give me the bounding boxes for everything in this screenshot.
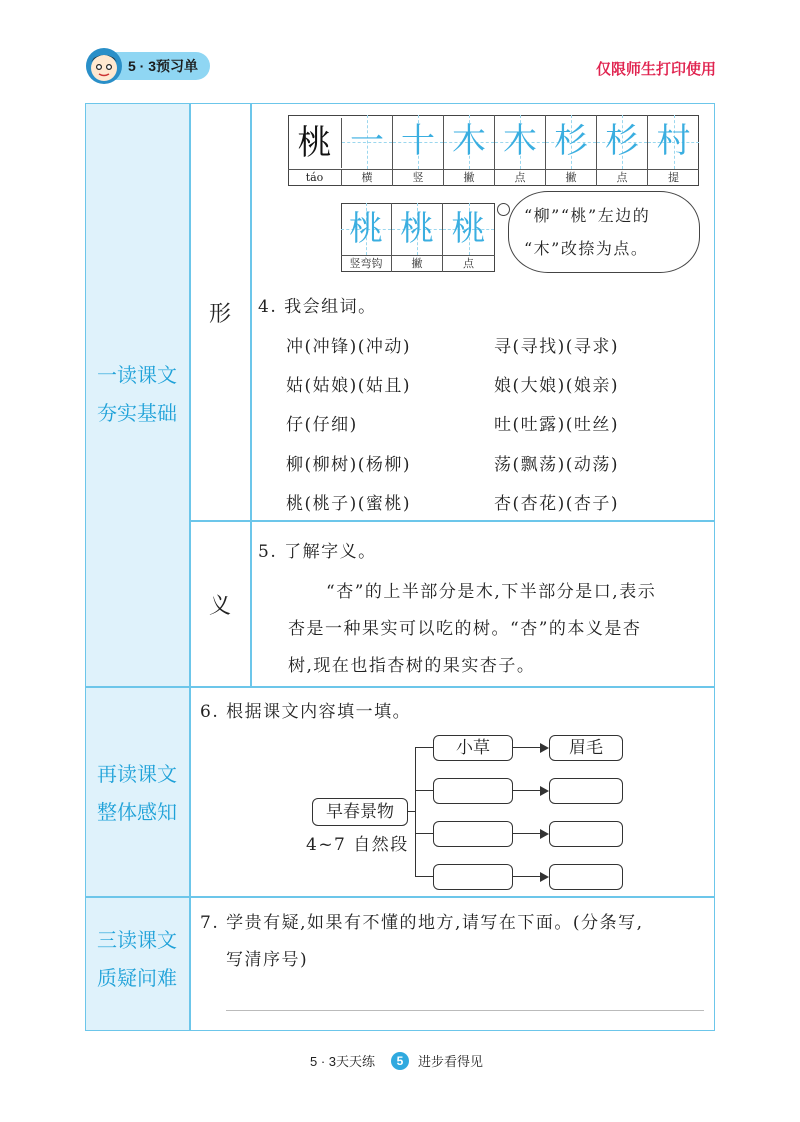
q4-word-left: 姑(姑娘)(姑且): [286, 376, 412, 396]
tip-line-2: “木”改捺为点。: [524, 239, 649, 258]
stroke-step: 桃: [400, 209, 434, 249]
mindmap-blank-left[interactable]: [433, 864, 513, 890]
stroke-name: 撇: [546, 170, 597, 186]
stroke-step: 木: [452, 121, 486, 161]
mindmap-blank-left[interactable]: [433, 821, 513, 847]
stroke-step: 桃: [349, 209, 383, 249]
bubble-dot: [497, 203, 510, 216]
section-2-title: 再读课文: [97, 764, 177, 786]
q4-word-right: 吐(吐露)(吐丝): [494, 415, 620, 435]
stroke-name: 点: [463, 257, 474, 270]
mindmap-root: 早春景物: [312, 798, 408, 826]
q4-word-right: 杏(杏花)(杏子): [494, 494, 620, 514]
section-1-title: 一读课文: [97, 365, 177, 387]
stroke-name: 竖弯钩: [341, 256, 392, 272]
q4-word-right: 寻(寻找)(寻求): [494, 337, 620, 357]
q4-word-left: 柳(柳树)(杨柳): [286, 455, 412, 475]
mindmap-blank-right[interactable]: [549, 821, 623, 847]
section-3-title: 三读课文: [97, 930, 177, 952]
stroke-step: 一: [350, 121, 384, 161]
mindmap-blank-right[interactable]: [549, 778, 623, 804]
tip-line-1: “柳”“桃”左边的: [524, 206, 651, 225]
q6-title: 6. 根据课文内容填一填。: [200, 702, 412, 722]
footer-series: 5 · 3天天练: [310, 1054, 376, 1069]
q4-word-left: 桃(桃子)(蜜桃): [286, 494, 412, 514]
mindmap-blank-right[interactable]: [549, 864, 623, 890]
mindmap-root-sub: 4~7 自然段: [306, 835, 409, 855]
q4-word-right: 娘(大娘)(娘亲): [494, 376, 620, 396]
stroke-name: 点: [597, 170, 648, 186]
q4-word-right: 荡(飘荡)(动荡): [494, 455, 620, 475]
stroke-name: 横: [342, 170, 393, 186]
sublabel-form: 形: [208, 302, 231, 327]
big-character: 桃: [288, 118, 342, 168]
stroke-name: 撇: [444, 170, 495, 186]
page-number: 5: [391, 1052, 409, 1070]
q5-text-3: 树,现在也指杏树的果实杏子。: [288, 656, 536, 676]
mindmap-item-right: 眉毛: [549, 735, 623, 761]
mindmap-item-left: 小草: [433, 735, 513, 761]
stroke-step: 村: [656, 121, 691, 161]
section-1-subtitle: 夯实基础: [97, 403, 177, 425]
stroke-name: 撇: [392, 256, 443, 272]
stroke-step: 桃: [451, 209, 486, 249]
stroke-name: 提: [668, 171, 679, 184]
mindmap-blank-left[interactable]: [433, 778, 513, 804]
q5-text-2: 杏是一种果实可以吃的树。“杏”的本义是杏: [288, 619, 642, 639]
q5-text-1: “杏”的上半部分是木,下半部分是口,表示: [326, 582, 657, 602]
q7-text-1: 7. 学贵有疑,如果有不懂的地方,请写在下面。(分条写,: [200, 913, 644, 933]
restricted-notice: 仅限师生打印使用: [595, 61, 716, 78]
pinyin: táo: [288, 170, 342, 186]
q4-word-left: 仔(仔细): [286, 415, 358, 435]
q7-text-2: 写清序号): [226, 950, 309, 970]
stroke-name: 竖: [393, 170, 444, 186]
sublabel-meaning: 义: [208, 594, 231, 619]
section-2-subtitle: 整体感知: [97, 802, 177, 824]
stroke-name: 点: [495, 170, 546, 186]
q4-title: 4. 我会组词。: [258, 297, 377, 317]
stroke-step: 木: [503, 121, 537, 161]
brand-title: 5 · 3预习单: [128, 58, 199, 74]
mascot-icon: [84, 46, 124, 86]
section-3-subtitle: 质疑问难: [97, 968, 177, 990]
stroke-step: 十: [401, 121, 435, 161]
stroke-step: 杉: [605, 121, 639, 161]
answer-line[interactable]: [226, 1010, 704, 1011]
footer-slogan: 进步看得见: [418, 1054, 484, 1069]
q5-title: 5. 了解字义。: [258, 542, 377, 562]
q4-word-left: 冲(冲锋)(冲动): [286, 337, 412, 357]
stroke-step: 杉: [554, 121, 588, 161]
